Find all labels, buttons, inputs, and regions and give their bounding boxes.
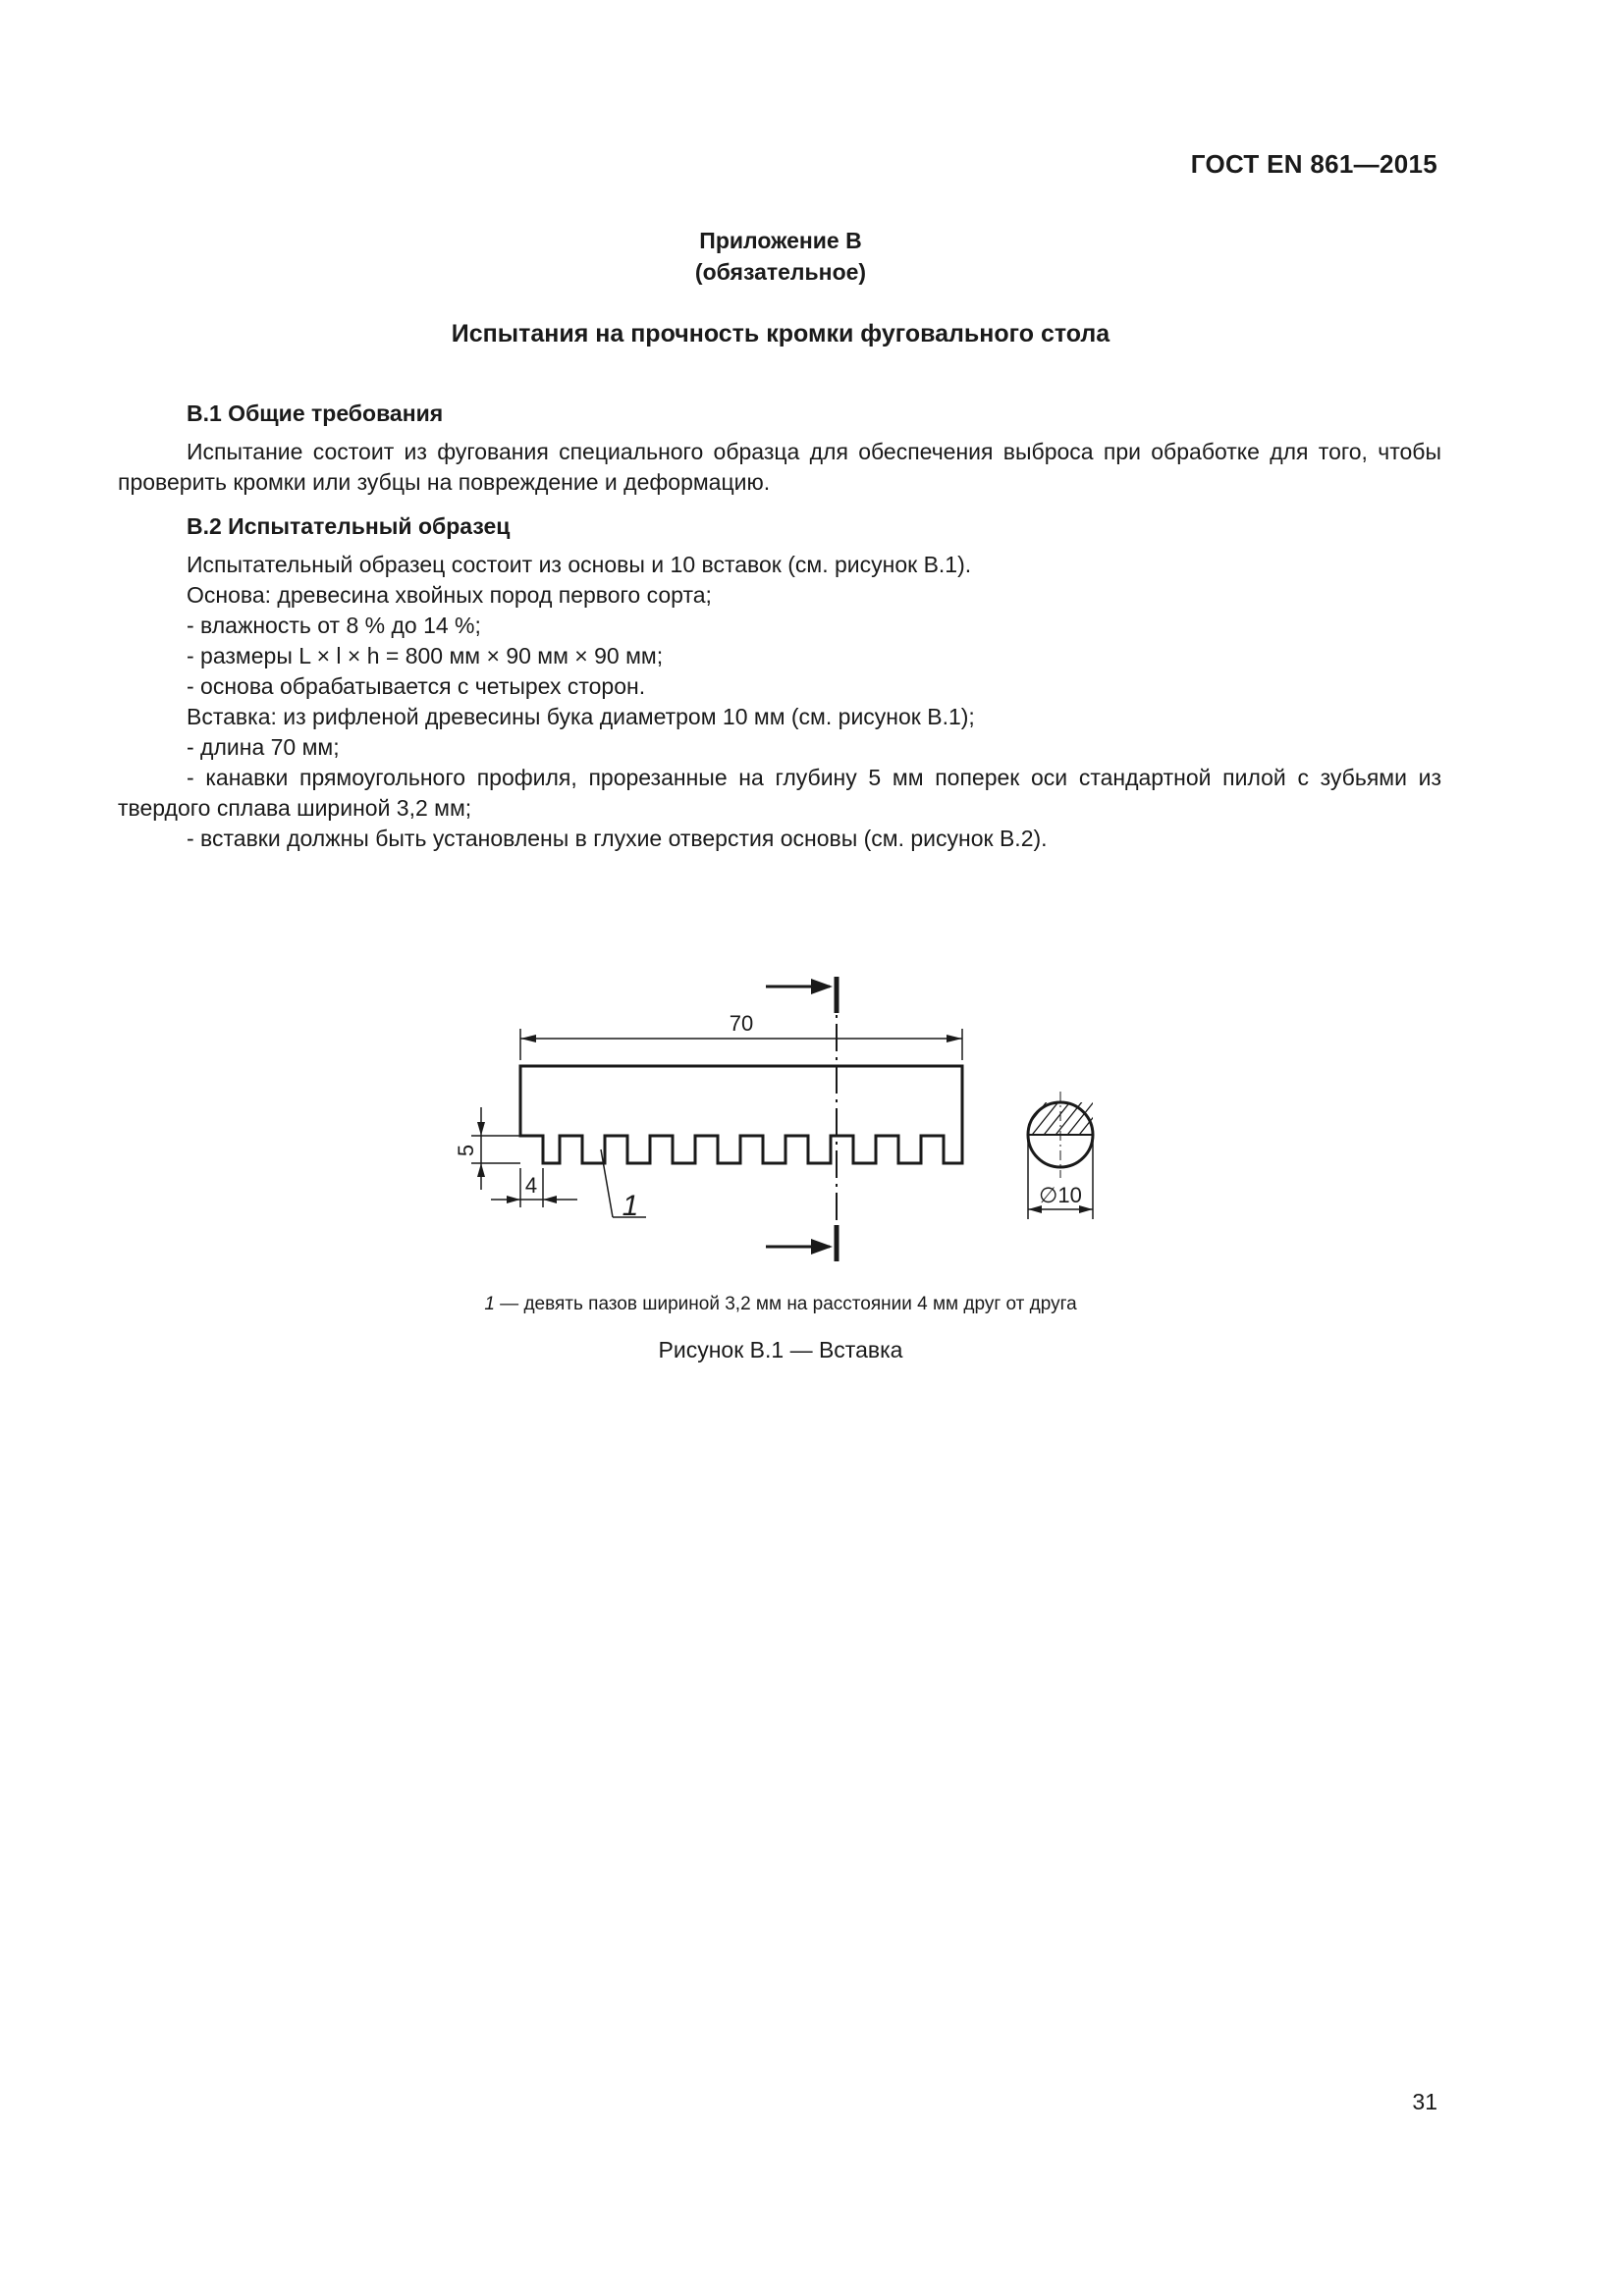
dim-depth-label: 5	[454, 1144, 478, 1157]
dim-arrowhead	[947, 1035, 962, 1042]
section-2-body	[118, 550, 1441, 854]
section-arrowhead-top	[811, 979, 833, 994]
list-item: - влажность от 8 % до 14 %;	[187, 613, 481, 638]
list-item: - основа обрабатывается с четырех сторон.	[187, 673, 646, 699]
legend-text: — девять пазов шириной 3,2 мм на расстоянии 4 мм друг от друга	[494, 1294, 1077, 1314]
section-1-heading	[118, 399, 1441, 429]
annex-status: (обязательное)	[694, 259, 867, 285]
dim-spacing-label: 4	[524, 1173, 538, 1198]
figure-caption: Рисунок В.1 — Вставка	[658, 1337, 903, 1362]
legend-number: 1	[484, 1294, 495, 1314]
list-item: - канавки прямоугольного профиля, прорезанные на глубину 5 мм поперек оси стандартной пилой с зубьями из твердого сплава шириной 3,2 мм;	[118, 765, 1441, 821]
callout-label: 1	[622, 1190, 639, 1222]
list-item: - размеры L × l × h = 800 мм × 90 мм × 90 мм;	[187, 643, 664, 668]
section-heading: В.2 Испытательный образец	[187, 513, 511, 539]
insert-drawing	[432, 962, 1119, 1276]
figure-legend	[0, 1294, 1561, 1315]
list-item: - вставки должны быть установлены в глухие отверстия основы (см. рисунок В.2).	[187, 826, 1048, 851]
paragraph: Испытание состоит из фугования специального образца для обеспечения выброса при обработке для того, чтобы проверить кромки или зубцы на повреждение и деформацию.	[118, 439, 1441, 495]
text-line: Испытательный образец состоит из основы и 10 вставок (см. рисунок В.1).	[187, 552, 972, 577]
page-number: 31	[1412, 2089, 1437, 2114]
section-heading: В.1 Общие требования	[187, 400, 444, 426]
callout-leader	[601, 1149, 613, 1217]
dim-length-label: 70	[729, 1011, 754, 1036]
annex-heading: Испытания на прочность кромки фуговального стола	[451, 320, 1110, 347]
dim-arrowhead	[543, 1196, 557, 1203]
standard-code: ГОСТ EN 861—2015	[1190, 149, 1437, 179]
text-line: Основа: древесина хвойных пород первого сорта;	[187, 582, 712, 608]
annex-title: Приложение В	[699, 228, 862, 253]
section-1-body	[118, 437, 1441, 498]
text-line: Вставка: из рифленой древесины бука диаметром 10 мм (см. рисунок В.1);	[187, 704, 975, 729]
insert-rod-outline	[520, 1066, 962, 1163]
dim-arrowhead	[520, 1035, 536, 1042]
dim-arrowhead	[507, 1196, 520, 1203]
section-arrowhead-bottom	[811, 1239, 833, 1255]
dim-diameter-label: ∅10	[1039, 1183, 1082, 1207]
section-2-heading	[118, 511, 1441, 542]
list-item: - длина 70 мм;	[187, 734, 340, 760]
dim-arrowhead	[477, 1122, 485, 1136]
dim-arrowhead	[477, 1163, 485, 1177]
